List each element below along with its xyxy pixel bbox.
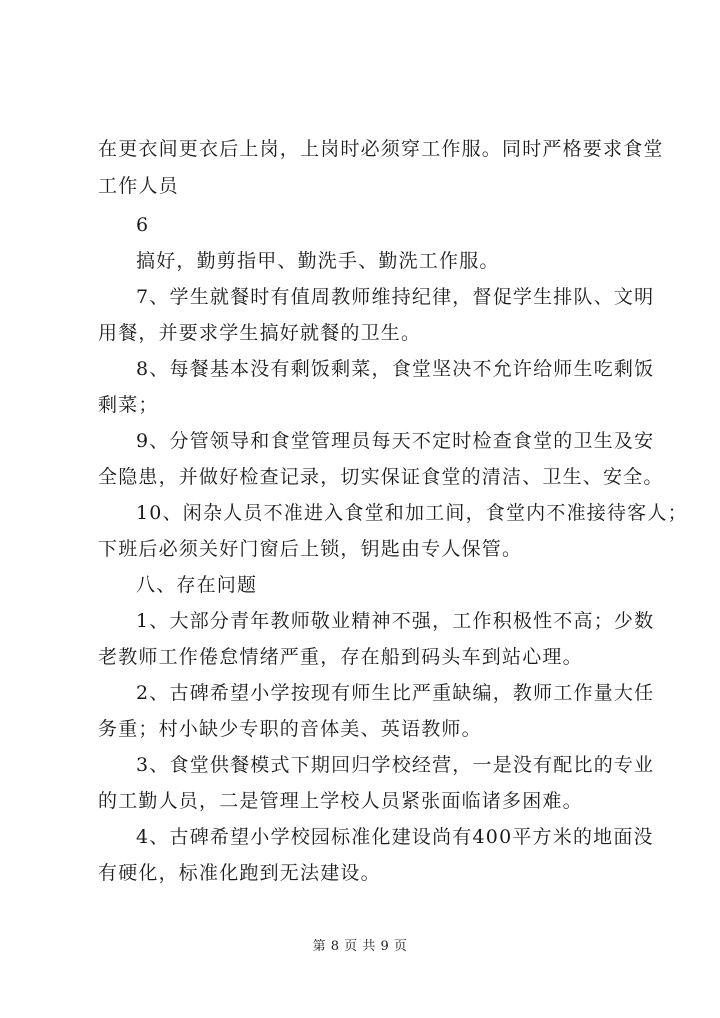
text-line: 1、大部分青年教师敬业精神不强，工作积极性不高；少数 — [136, 610, 655, 632]
text-line: 搞好，勤剪指甲、勤洗手、勤洗工作服。 — [136, 250, 500, 272]
text-line: 8、每餐基本没有剩饭剩菜，食堂坚决不允许给师生吃剩饭 — [136, 358, 655, 380]
text-line: 有硬化，标准化跑到无法建设。 — [98, 862, 381, 884]
section-heading: 八、存在问题 — [136, 574, 258, 596]
text-line: 工作人员 — [98, 175, 179, 197]
text-line: 4、古碑希望小学校园标准化建设尚有400平方米的地面没 — [136, 826, 654, 848]
text-line: 在更衣间更衣后上岗，上岗时必须穿工作服。同时严格要求食堂 — [98, 138, 664, 160]
page-number-footer: 第 8 页 共 9 页 — [312, 939, 408, 954]
text-line: 6 — [136, 214, 150, 236]
text-line: 的工勤人员，二是管理上学校人员紧张面临诸多困难。 — [98, 790, 583, 812]
text-line: 9、分管领导和食堂管理员每天不定时检查食堂的卫生及安 — [136, 430, 655, 452]
text-line: 老教师工作倦怠情绪严重，存在船到码头车到站心理。 — [98, 646, 583, 668]
text-line: 全隐患，并做好检查记录，切实保证食堂的清洁、卫生、安全。 — [98, 466, 664, 488]
text-line: 3、食堂供餐模式下期回归学校经营，一是没有配比的专业 — [136, 754, 655, 776]
text-line: 10、闲杂人员不准进入食堂和加工间，食堂内不准接待客人； — [136, 502, 688, 524]
text-line: 7、学生就餐时有值周教师维持纪律，督促学生排队、文明 — [136, 286, 655, 308]
text-line: 剩菜； — [98, 394, 159, 416]
text-line: 用餐，并要求学生搞好就餐的卫生。 — [98, 322, 422, 344]
text-line: 2、古碑希望小学按现有师生比严重缺编，教师工作量大任 — [136, 682, 655, 704]
text-line: 下班后必须关好门窗后上锁，钥匙由专人保管。 — [98, 538, 523, 560]
text-line: 务重；村小缺少专职的音体美、英语教师。 — [98, 718, 482, 740]
